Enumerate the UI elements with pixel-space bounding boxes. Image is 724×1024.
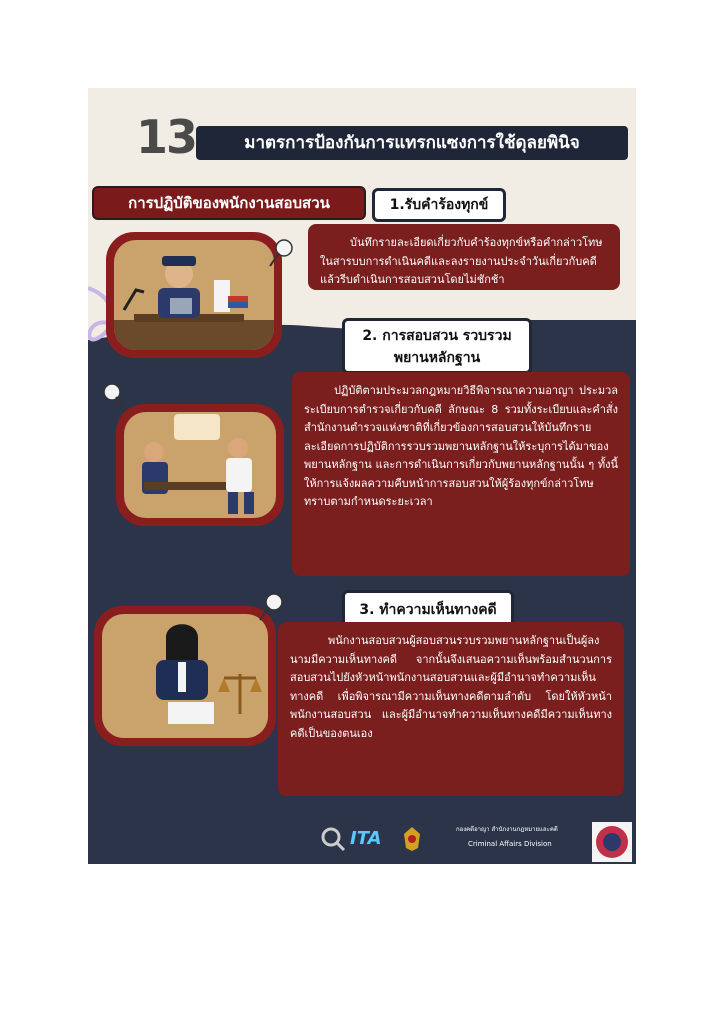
step-1-card (308, 224, 620, 290)
section-title: การปฏิบัติของพนักงานสอบสวน (92, 186, 366, 220)
measure-number: 13 (136, 110, 197, 164)
infographic-poster (88, 88, 636, 864)
step-3-body: พนักงานสอบสวนผู้สอบสวนรวบรวมพยานหลักฐานเป็นผู้ลงนามมีความเห็นทางคดี จากนั้นจึงเสนอความเห็นพร้อมสำนวนการสอบสวนไปยังหัวหน้าพนักงานสอบสวนและผู้มีอำนาจทำความเห็นทางคดี เพื่อพิจารณามีความเห็นทางคดีตามลำดับ โดยให้หัวหน้าพนักงานสอบสวน และผู้มีอำนาจทำความเห็นทางคดีมีความเห็นทางคดีเป็นของตนเอง (290, 634, 612, 740)
interview-scene-icon (124, 412, 276, 518)
ita-logo: ITA (350, 828, 382, 849)
step-2-title-line1: 2. การสอบสวน รวบรวม (362, 328, 512, 344)
pushpin-icon (256, 592, 286, 622)
page-title: มาตรการป้องกันการแทรกแซงการใช้ดุลยพินิจ (196, 126, 628, 160)
step-3-card (278, 622, 624, 796)
police-officer-desk-icon (114, 240, 274, 350)
officer-writing-icon (102, 614, 268, 738)
step-2-title (342, 318, 532, 374)
pushpin-icon (100, 382, 130, 412)
police-emblem-icon (402, 826, 422, 852)
step-1-illustration (106, 232, 282, 358)
step-3-title: 3. ทำความเห็นทางคดี (342, 590, 514, 630)
step-1-title: 1.รับคำร้องทุกข์ (372, 188, 506, 222)
division-seal-icon (592, 822, 632, 862)
magnifier-logo-icon (320, 826, 346, 852)
step-2-card (292, 372, 630, 576)
footer-org-thai: กองคดีอาญา สำนักงานกฎหมายและคดี (456, 826, 558, 833)
step-2-title-line2: พยานหลักฐาน (393, 350, 481, 366)
step-2-illustration (116, 404, 284, 526)
step-1-body: บันทึกรายละเอียดเกี่ยวกับคำร้องทุกข์หรือคำกล่าวโทษในสารบบการดำเนินคดีและลงรายงานประจำวันเกี่ยวกับคดีแล้วรีบดำเนินการสอบสวนโดยไม่ชักช้า (320, 236, 603, 286)
step-3-illustration (94, 606, 276, 746)
footer-org-english: Criminal Affairs Division (468, 840, 552, 848)
step-2-body: ปฏิบัติตามประมวลกฎหมายวิธีพิจารณาความอาญา ประมวลระเบียบการตำรวจเกี่ยวกับคดี ลักษณะ 8 รวมทั้งระเบียบและคำสั่งสำนักงานตำรวจแห่งชาติที่เกี่ยวข้องการสอบสวนให้บันทึกรายละเอียดการปฏิบัติการรวบรวมพยานหลักฐานให้ระบุการได้มาของพยานหลักฐาน และการดำเนินการเกี่ยวกับพยานหลักฐานนั้น ๆ ทั้งนี้ ให้การแจ้งผลความคืบหน้าการสอบสวนให้ผู้ร้องทุกข์กล่าวโทษทราบตามกำหนดระยะเวลา (304, 384, 618, 508)
pushpin-icon (266, 238, 296, 268)
